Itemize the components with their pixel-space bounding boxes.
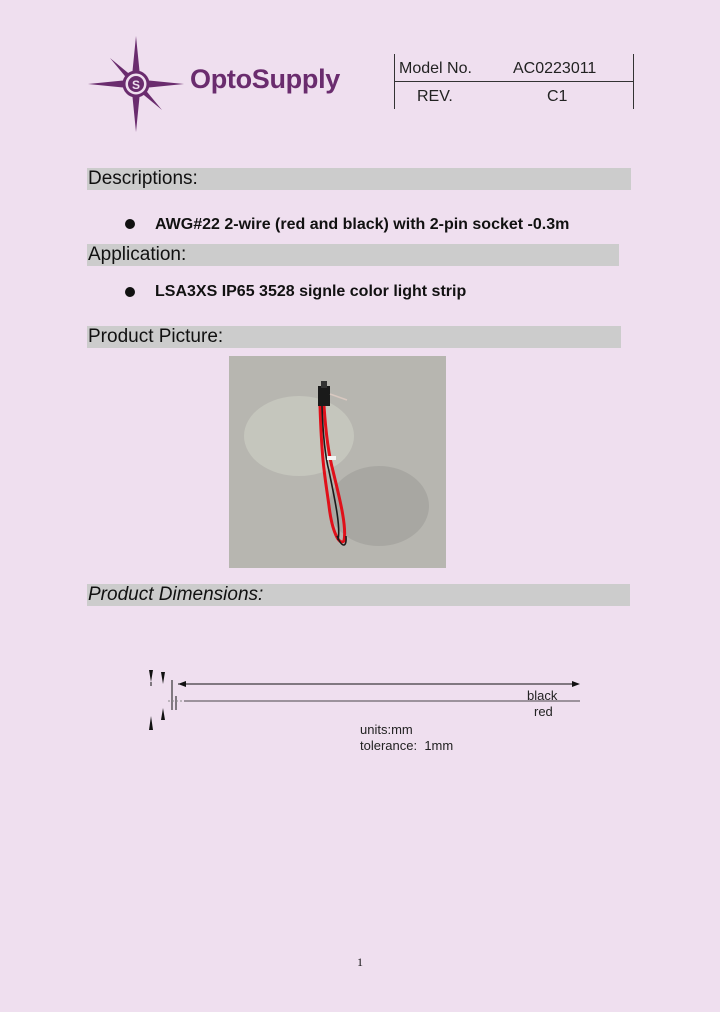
application-header: Application: (87, 244, 619, 266)
model-value: AC0223011 (513, 60, 597, 77)
rev-label: REV. (417, 88, 453, 105)
brand-name: OptoSupply (190, 64, 340, 94)
wire-label-red: red (534, 704, 553, 719)
model-info-table (394, 54, 634, 109)
svg-text:S: S (131, 78, 141, 92)
product-dimensions-header: Product Dimensions: (87, 584, 630, 606)
tolerance-note: tolerance: 1mm (360, 738, 454, 753)
bullet-icon (125, 219, 135, 229)
units-note: units:mm (360, 722, 413, 737)
descriptions-header: Descriptions: (87, 168, 631, 190)
compass-star-logo-icon (88, 36, 184, 132)
page-number: 1 (357, 955, 363, 969)
wire-label-black: black (527, 688, 558, 703)
application-bullet: LSA3XS IP65 3528 signle color light strip (155, 283, 467, 300)
model-label: Model No. (399, 60, 472, 77)
description-bullet: AWG#22 2-wire (red and black) with 2-pin socket -0.3m (155, 216, 570, 233)
rev-value: C1 (547, 88, 568, 105)
product-picture-header: Product Picture: (87, 326, 621, 348)
product-photo (229, 356, 446, 568)
bullet-icon (125, 287, 135, 297)
